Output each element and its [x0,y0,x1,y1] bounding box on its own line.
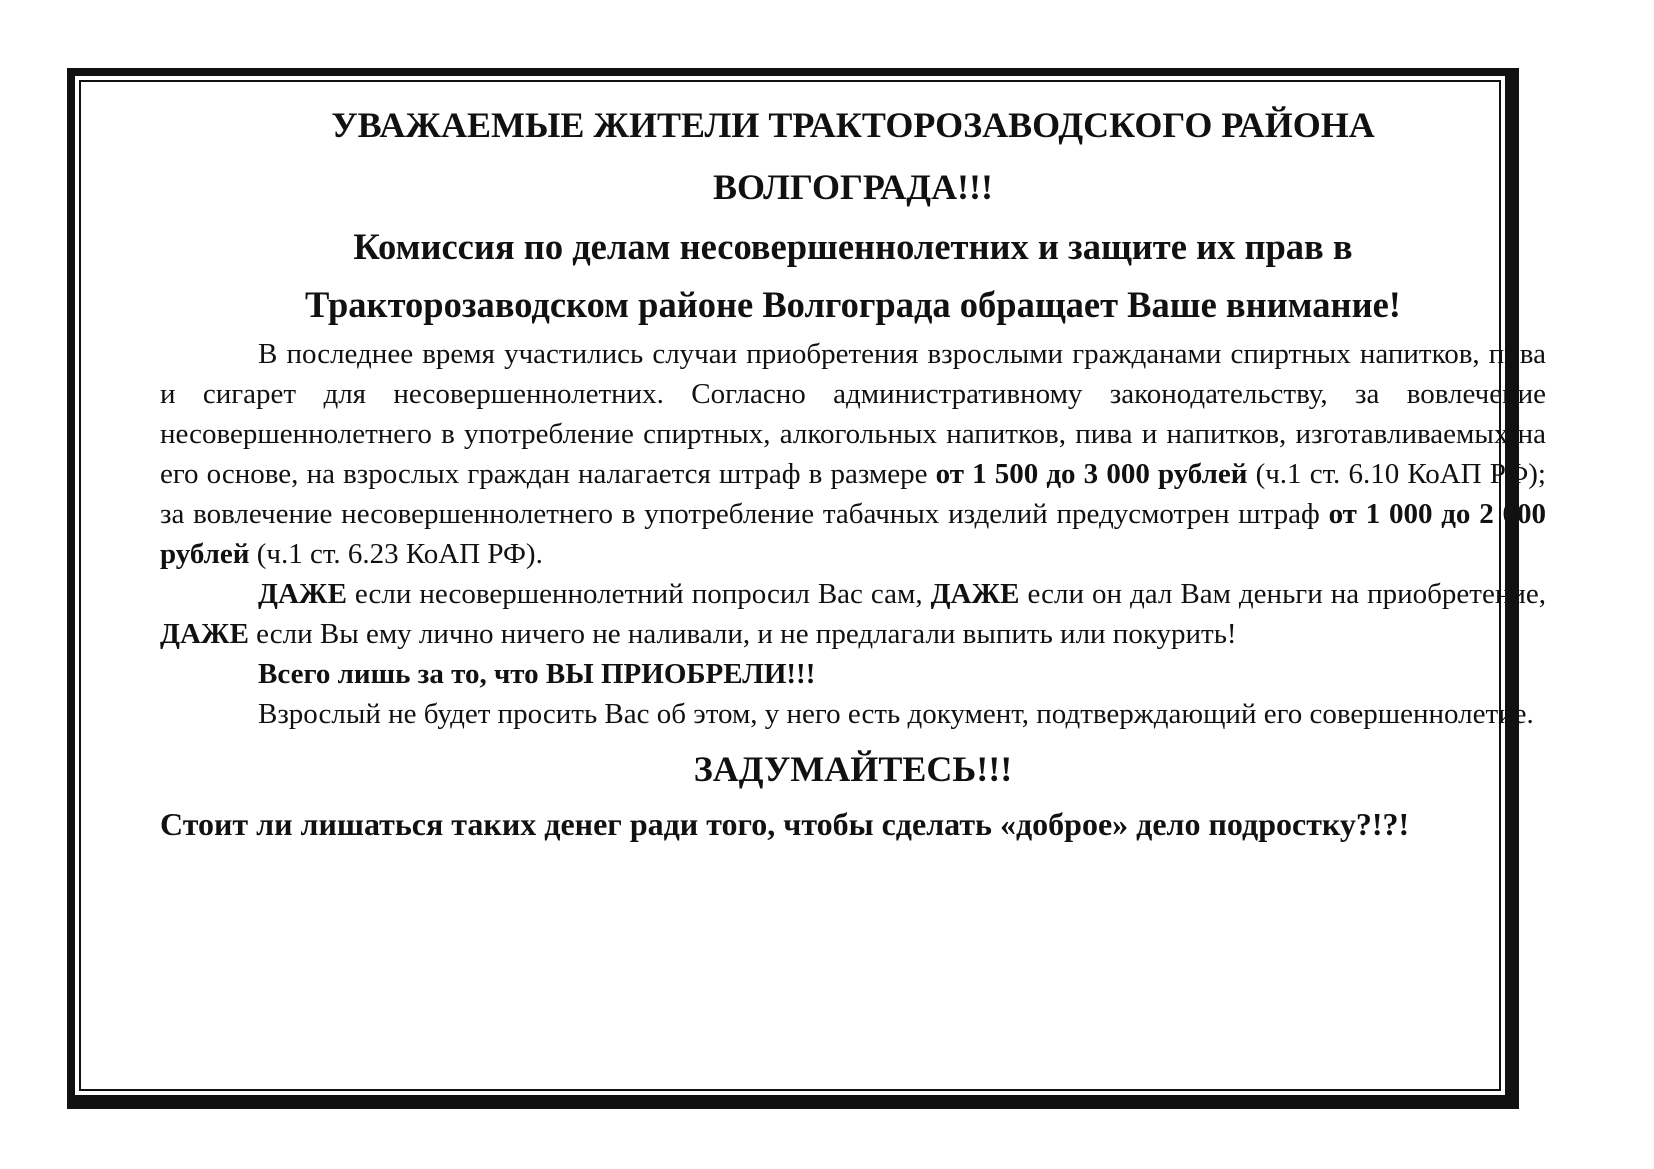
closing-question: Стоит ли лишаться таких денег ради того, чтобы сделать «доброе» дело подростку?!?! [160,806,1410,842]
paragraph-even-text-c: если Вы ему лично ничего не наливали, и не предлагали выпить или покурить! [248,618,1237,650]
emphasis-line: Всего лишь за то, что ВЫ ПРИОБРЕЛИ!!! [258,658,816,690]
notice-subtitle-line1: Комиссия по делам несовершеннолетних и защите их прав в [353,226,1353,267]
notice-subtitle-line2: Тракторозаводском районе Волгограда обращает Ваше внимание! [305,284,1401,325]
notice-title-line1: УВАЖАЕМЫЕ ЖИТЕЛИ ТРАКТОРОЗАВОДСКОГО РАЙОНА [331,105,1375,145]
even-word-2: ДАЖЕ [930,578,1020,610]
paragraph-even [160,574,1546,654]
fine-tobacco: от 1 000 до 2 000 рублей [160,498,1546,570]
paragraph-fines-text-c: (ч.1 ст. 6.23 КоАП РФ). [249,538,543,570]
paragraph-even-text-b: если он дал Вам деньги на приобретение, [1019,578,1546,610]
paragraph-fines [160,334,1546,574]
even-word-3: ДАЖЕ [160,618,249,650]
paragraph-even-text-a: если несовершеннолетний попросил Вас сам, [346,578,931,610]
paragraph-fines-text-a: В последнее время участились случаи приобретения взрослыми гражданами спиртных напитков, пива и сигарет для несовершеннолетних. Согласно административному законодательству, за вовлечение несовершеннолетнего в употребление спиртных, алкогольных напитков, пива и напитков, изготавливаемых на его основе, на взрослых граждан налагается штраф в размере [160,338,1546,490]
notice-title-line2: ВОЛГОГРАДА!!! [712,167,994,207]
even-word-1: ДАЖЕ [258,578,347,610]
notice-content [160,94,1546,850]
fine-alcohol: от 1 500 до 3 000 рублей [935,458,1248,490]
paragraph-fines-text-b: (ч.1 ст. 6.10 КоАП РФ); за вовлечение несовершеннолетнего в употребление табачных изделий предусмотрен штраф [160,458,1546,530]
paragraph-adult: Взрослый не будет просить Вас об этом, у него есть документ, подтверждающий его совершеннолетие. [258,698,1534,730]
think-heading: ЗАДУМАЙТЕСЬ!!! [693,749,1013,789]
